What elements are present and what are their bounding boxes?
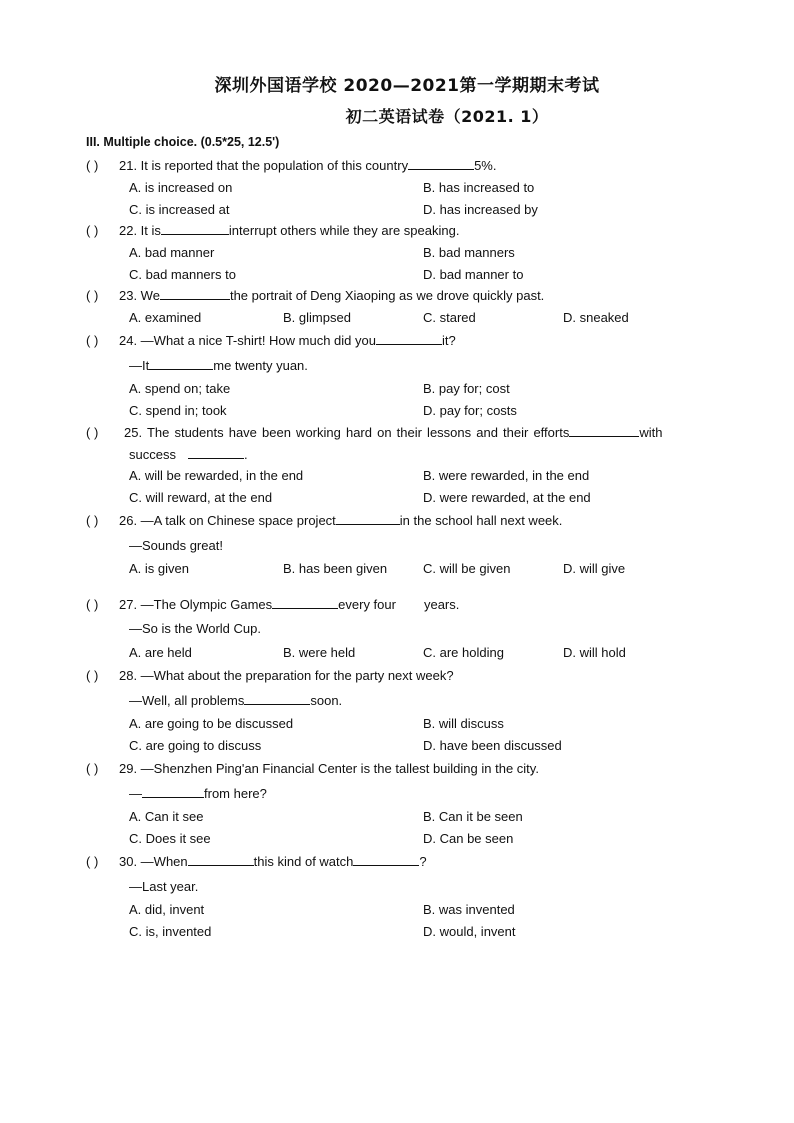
answer-bracket[interactable]: ( ) — [86, 425, 99, 440]
dialogue-reply — [129, 879, 198, 894]
answer-bracket[interactable]: ( ) — [86, 333, 99, 348]
answer-bracket[interactable]: ( ) — [86, 597, 99, 612]
answer-bracket[interactable]: ( ) — [86, 761, 99, 776]
question-stem — [119, 223, 459, 238]
option-b[interactable]: B. pay for; cost — [423, 381, 510, 396]
question-stem — [124, 425, 662, 440]
answer-blank — [188, 457, 244, 459]
answer-bracket[interactable]: ( ) — [86, 223, 99, 238]
stem-text: 21. It is reported that the population of this country — [119, 158, 409, 173]
option-a[interactable]: A. is given — [129, 561, 189, 576]
option-c[interactable]: C. will reward, at the end — [129, 490, 273, 505]
exam-subtitle: 初二英语试卷（2021. 1） — [345, 107, 549, 126]
dialogue-reply — [129, 693, 342, 708]
option-b[interactable]: B. has increased to — [423, 180, 535, 195]
stem-text: 25. The students have been working hard on their lessons and their efforts — [124, 425, 570, 440]
stem-text: 24. —What a nice T-shirt! How much did you — [119, 333, 376, 348]
option-d[interactable]: D. Can be seen — [423, 831, 514, 846]
stem-text: this kind of watch — [253, 854, 354, 869]
answer-blank — [408, 168, 474, 170]
reply-text: —Well, all problems — [129, 693, 245, 708]
option-c[interactable]: C. is increased at — [129, 202, 230, 217]
answer-bracket[interactable]: ( ) — [86, 668, 99, 683]
dialogue-reply — [129, 621, 261, 636]
stem-text: success — [129, 447, 176, 462]
question-stem — [119, 288, 544, 303]
stem-text: 28. —What about the preparation for the party next week? — [119, 668, 454, 683]
option-a[interactable]: A. will be rewarded, in the end — [129, 468, 304, 483]
option-b[interactable]: B. has been given — [283, 561, 388, 576]
question-stem — [119, 333, 456, 348]
option-b[interactable]: B. bad manners — [423, 245, 515, 260]
option-d[interactable]: D. pay for; costs — [423, 403, 517, 418]
stem-text: the portrait of Deng Xiaoping as we drove quickly past. — [229, 288, 545, 303]
dialogue-reply — [129, 538, 223, 553]
reply-text: —Last year. — [129, 879, 199, 894]
reply-text: —It — [129, 358, 150, 373]
stem-text: interrupt others while they are speaking. — [228, 223, 460, 238]
question-stem — [119, 513, 562, 528]
stem-text: in the school hall next week. — [399, 513, 563, 528]
option-d[interactable]: D. has increased by — [423, 202, 538, 217]
answer-blank — [244, 703, 310, 705]
exam-title: 深圳外国语学校 2020—2021第一学期期末考试 — [214, 76, 600, 96]
reply-text: — — [129, 786, 142, 801]
option-b[interactable]: B. were rewarded, in the end — [423, 468, 590, 483]
answer-bracket[interactable]: ( ) — [86, 854, 99, 869]
answer-blank — [149, 368, 213, 370]
answer-bracket[interactable]: ( ) — [86, 513, 99, 528]
question-stem — [119, 854, 427, 869]
option-d[interactable]: D. will give — [563, 561, 626, 576]
option-c[interactable]: C. bad manners to — [129, 267, 236, 282]
stem-text: 5%. — [474, 158, 497, 173]
option-c[interactable]: C. Does it see — [129, 831, 211, 846]
stem-text: 27. —The Olympic Games — [119, 597, 273, 612]
reply-text: —Sounds great! — [129, 538, 223, 553]
reply-text: me twenty yuan. — [213, 358, 308, 373]
stem-text: 30. —When — [119, 854, 188, 869]
answer-blank — [353, 864, 419, 866]
answer-blank — [376, 343, 442, 345]
question-stem — [119, 761, 539, 776]
reply-text: —So is the World Cup. — [129, 621, 261, 636]
question-stem — [119, 158, 496, 173]
stem-text: 29. —Shenzhen Ping'an Financial Center is the tallest building in the city. — [119, 761, 539, 776]
option-d[interactable]: D. will hold — [563, 645, 626, 660]
stem-text: 22. It is — [119, 223, 161, 238]
answer-blank — [161, 233, 229, 235]
reply-text: from here? — [204, 786, 267, 801]
option-a[interactable]: A. did, invent — [129, 902, 205, 917]
answer-blank — [188, 864, 254, 866]
option-c[interactable]: C. is, invented — [129, 924, 212, 939]
option-d[interactable]: D. have been discussed — [423, 738, 562, 753]
answer-bracket[interactable]: ( ) — [86, 158, 99, 173]
option-a[interactable]: A. are held — [129, 645, 192, 660]
option-b[interactable]: B. will discuss — [423, 716, 504, 731]
stem-text: . — [243, 447, 248, 462]
option-a[interactable]: A. examined — [129, 310, 202, 325]
option-a[interactable]: A. Can it see — [129, 809, 204, 824]
option-c[interactable]: C. are going to discuss — [129, 738, 262, 753]
question-stem-continued — [129, 447, 248, 462]
option-b[interactable]: B. were held — [283, 645, 356, 660]
option-c[interactable]: C. spend in; took — [129, 403, 227, 418]
section-heading: III. Multiple choice. (0.5*25, 12.5') — [86, 135, 280, 149]
question-stem — [119, 668, 454, 683]
option-b[interactable]: B. Can it be seen — [423, 809, 523, 824]
question-stem — [119, 597, 459, 612]
option-c[interactable]: C. are holding — [423, 645, 504, 660]
option-b[interactable]: B. glimpsed — [283, 310, 351, 325]
answer-blank — [569, 435, 639, 437]
option-a[interactable]: A. is increased on — [129, 180, 233, 195]
dialogue-reply — [129, 786, 267, 801]
option-a[interactable]: A. bad manner — [129, 245, 215, 260]
stem-text: 26. —A talk on Chinese space project — [119, 513, 336, 528]
stem-text: with — [639, 425, 663, 440]
option-d[interactable]: D. would, invent — [423, 924, 516, 939]
option-a[interactable]: A. are going to be discussed — [129, 716, 294, 731]
option-d[interactable]: D. sneaked — [563, 310, 629, 325]
option-d[interactable]: D. bad manner to — [423, 267, 524, 282]
stem-text: every four — [338, 597, 396, 612]
option-c[interactable]: C. stared — [423, 310, 476, 325]
stem-text: 23. We — [119, 288, 160, 303]
answer-blank — [336, 523, 400, 525]
answer-bracket[interactable]: ( ) — [86, 288, 99, 303]
stem-text: ? — [419, 854, 427, 869]
option-d[interactable]: D. were rewarded, at the end — [423, 490, 591, 505]
option-a[interactable]: A. spend on; take — [129, 381, 231, 396]
answer-blank — [142, 796, 204, 798]
answer-blank — [160, 298, 230, 300]
stem-text: years. — [423, 597, 460, 612]
option-b[interactable]: B. was invented — [423, 902, 515, 917]
stem-text: it? — [441, 333, 456, 348]
answer-blank — [272, 607, 338, 609]
option-c[interactable]: C. will be given — [423, 561, 511, 576]
dialogue-reply — [129, 358, 308, 373]
reply-text: soon. — [310, 693, 343, 708]
